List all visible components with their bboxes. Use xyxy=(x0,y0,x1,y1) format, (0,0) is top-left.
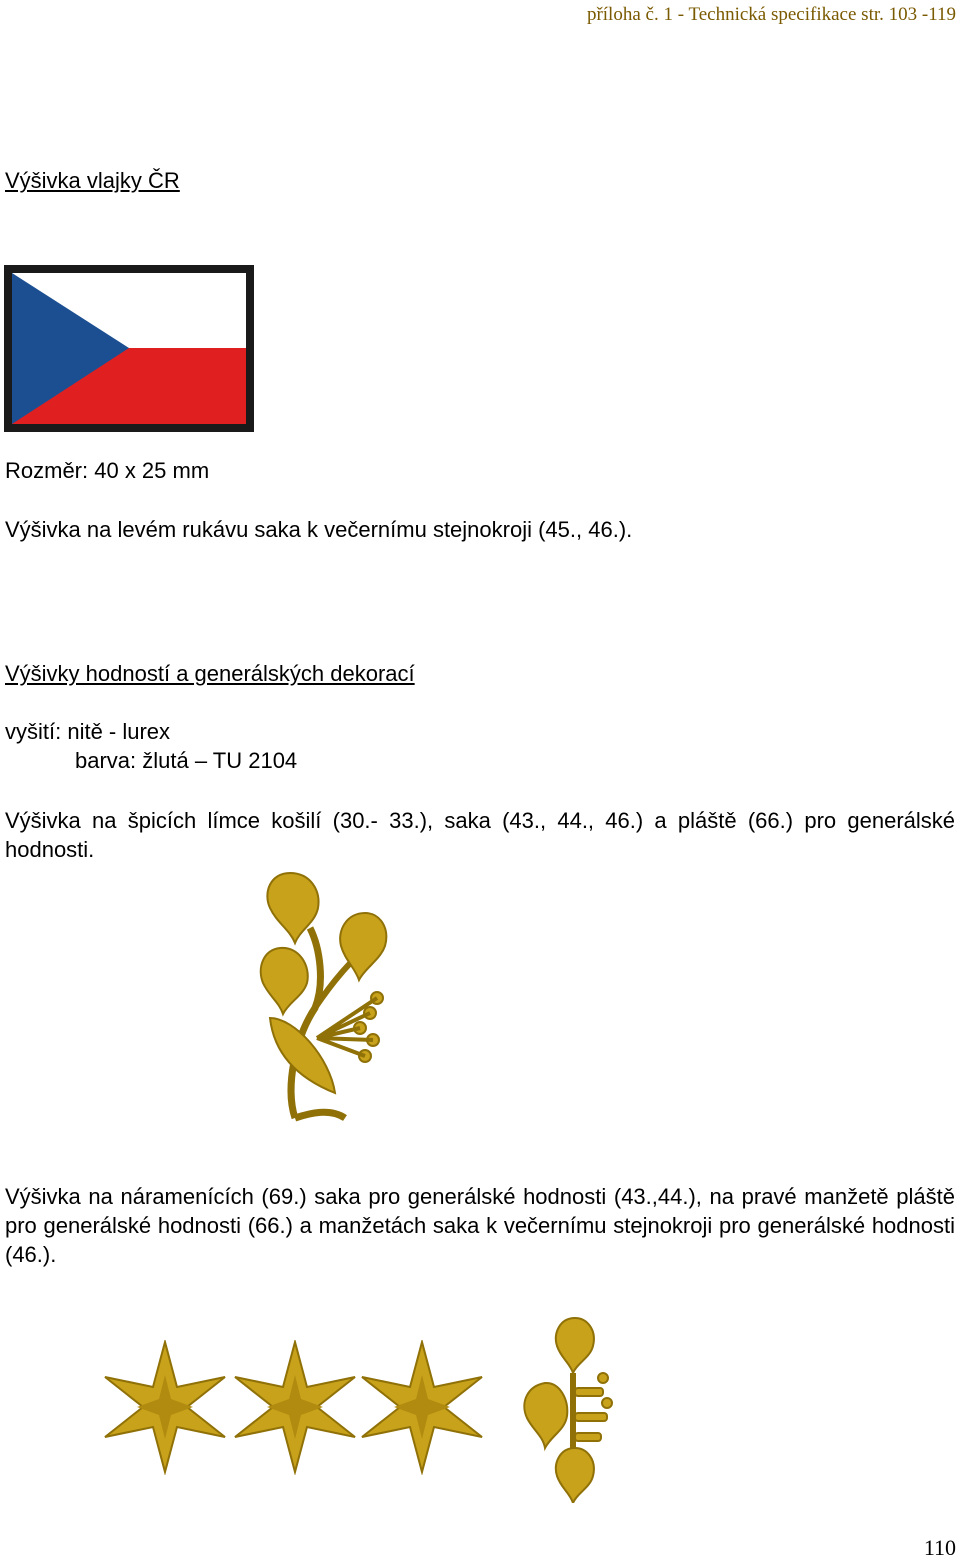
page-header: příloha č. 1 - Technická specifikace str. 103 -119 xyxy=(586,4,956,25)
linden-leaf-left xyxy=(261,948,308,1014)
small-leaf-top xyxy=(556,1318,594,1373)
small-leaf-left xyxy=(524,1383,567,1448)
shoulder-description: Výšivka na náramenících (69.) saka pro generálské hodnosti (43.,44.), na pravé manžetě pláště pro generálské hodnosti (66.) a manžetách saka k večernímu stejnokroji pro generálské hodnosti (46.). xyxy=(5,1184,955,1267)
collar-description: Výšivka na špicích límce košilí (30.- 33.), saka (43., 44., 46.) a pláště (66.) pro generálské hodnosti. xyxy=(5,808,955,862)
czech-flag-embroidery xyxy=(4,265,254,432)
page-number: 110 xyxy=(923,1535,956,1560)
small-linden-embroidery xyxy=(515,1308,615,1503)
flag-heading: Výšivka vlajky ČR xyxy=(5,168,180,193)
general-star-1 xyxy=(100,1340,230,1475)
rank-heading: Výšivky hodností a generálských dekorací xyxy=(5,661,415,686)
small-leaf-bottom xyxy=(556,1448,594,1503)
linden-branch-embroidery xyxy=(255,868,405,1128)
general-star-2 xyxy=(230,1340,360,1475)
stitching-info: vyšití: nitě - lurex xyxy=(5,719,171,744)
flag-description: Výšivka na levém rukávu saka k večernímu stejnokroji (45., 46.). xyxy=(5,517,633,542)
general-star-3 xyxy=(357,1340,487,1475)
color-info: barva: žlutá – TU 2104 xyxy=(75,748,298,773)
flag-size: Rozměr: 40 x 25 mm xyxy=(5,458,210,483)
